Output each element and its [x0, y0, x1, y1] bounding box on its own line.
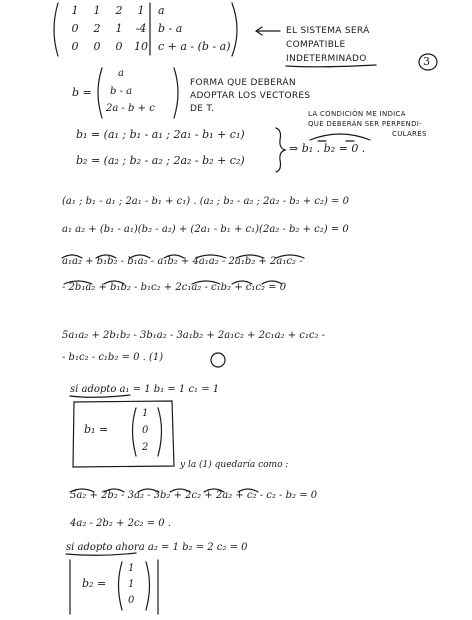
note-line: DE T.: [190, 104, 215, 114]
vector-b-right-paren: [174, 68, 178, 118]
term-mark: [96, 255, 116, 258]
matrix-cell: a: [158, 4, 165, 17]
term-mark: [196, 255, 226, 258]
reduce-note: y la (1) quedaría como :: [180, 460, 289, 470]
simplified-line: 5a₁a₂ + 2b₁b₂ - 3b₁a₂ - 3a₁b₂ + 2a₁c₂ + 2c₁a₂ + c₁c₂ -: [62, 330, 326, 341]
note-line: INDETERMINADO: [286, 54, 367, 64]
overbrace: [310, 134, 370, 140]
matrix-cell: 1: [93, 4, 101, 17]
vector-b-left-paren: [98, 68, 102, 118]
simplified-line: - b₁c₂ - c₁b₂ = 0 . (1): [62, 352, 164, 363]
b2-left-paren: [119, 562, 123, 610]
term-mark: [70, 489, 94, 492]
term-mark: [64, 281, 92, 284]
underline: [66, 553, 136, 555]
matrix-right-paren: [232, 3, 237, 56]
b1-entry: 1: [142, 408, 149, 419]
expanded-terms-line: - 2b₁a₂ + b₁b₂ - b₁c₂ + 2c₁a₂ - c₁b₂ + c₁c₂ = 0: [62, 282, 287, 293]
matrix-cell: 10: [134, 40, 148, 53]
b2-entry: 0: [128, 595, 135, 606]
matrix-cell: 2: [115, 4, 123, 17]
matrix-cell: -4: [135, 22, 147, 35]
matrix-cell: 0: [71, 22, 79, 35]
matrix-cell: b - a: [158, 22, 183, 35]
vector-b-entry: b - a: [110, 86, 133, 97]
term-mark: [62, 255, 82, 258]
b2-right-paren: [146, 562, 150, 610]
term-mark: [138, 489, 158, 492]
term-mark: [276, 255, 304, 258]
b2-definition: b₂ = (a₂ ; b₂ - a₂ ; 2a₂ - b₂ + c₂): [76, 154, 245, 167]
b1-definition: b₁ = (a₁ ; b₁ - a₁ ; 2a₁ - b₁ + c₁): [76, 128, 245, 141]
term-mark: [104, 489, 124, 492]
note-line: FORMA QUE DEBERÁN: [190, 78, 296, 88]
term-mark: [192, 281, 220, 284]
matrix-cell: 0: [71, 40, 79, 53]
adopt-values-1: si adopto a₁ = 1 b₁ = 1 c₁ = 1: [70, 384, 220, 395]
vector-b-entry: a: [118, 68, 124, 79]
note-line: CULARES: [392, 130, 427, 138]
matrix-cell: 1: [137, 4, 145, 17]
note-line: ADOPTAR LOS VECTORES: [190, 91, 311, 101]
term-mark: [130, 255, 150, 258]
matrix-cell: c + a - (b - a): [158, 40, 231, 53]
note-line: EL SISTEMA SERÁ: [286, 26, 370, 36]
vector-b-label: b =: [72, 86, 92, 99]
matrix-cell: 1: [115, 22, 123, 35]
curly-brace: [276, 128, 285, 172]
circled-number: 3: [423, 55, 430, 68]
b2-entry: 1: [128, 563, 135, 574]
b1-right-paren: [158, 408, 162, 456]
circle-mark: [419, 54, 437, 70]
term-mark: [104, 281, 124, 284]
term-mark: [262, 281, 282, 284]
b1-entry: 2: [142, 442, 149, 453]
b2-vector-label: b₂ =: [82, 577, 107, 590]
underline: [286, 65, 376, 67]
matrix-cell: 0: [93, 40, 101, 53]
matrix-cell: 1: [71, 4, 79, 17]
substituted-line: 5a₂ + 2b₂ - 3a₂ - 3b₂ + 2c₂ + 2a₂ + c₂ - c₂ - b₂ = 0: [70, 490, 318, 501]
expansion-line: a₁ a₂ + (b₁ - a₁)(b₂ - a₂) + (2a₁ - b₁ + c₁)(2a₂ - b₂ + c₂) = 0: [62, 224, 349, 235]
term-mark: [170, 489, 190, 492]
term-mark: [204, 489, 224, 492]
left-arrow-icon: [256, 27, 280, 35]
note-line: QUE DEBERÁN SER PERPENDI-: [308, 120, 422, 128]
result-line: 4a₂ - 2b₂ + 2c₂ = 0 .: [70, 518, 172, 529]
b1-entry: 0: [142, 425, 149, 436]
term-mark: [236, 255, 264, 258]
adopt-values-2: si adopto ahora a₂ = 1 b₂ = 2 c₂ = 0: [66, 542, 248, 553]
underline: [70, 395, 130, 397]
note-line: LA CONDICIÓN ME INDICA: [308, 110, 406, 118]
matrix-cell: 0: [115, 40, 123, 53]
matrix-left-paren: [54, 3, 58, 56]
b2-entry: 1: [128, 579, 135, 590]
b1-vector-label: b₁ =: [84, 423, 109, 436]
term-mark: [232, 281, 252, 284]
perpendicular-condition: ⇒ b₁ . b₂ = 0 .: [289, 142, 366, 155]
matrix-cell: 2: [93, 22, 101, 35]
dot-product-line: (a₁ ; b₁ - a₁ ; 2a₁ - b₁ + c₁) . (a₂ ; b₂ - a₂ ; 2a₂ - b₂ + c₂) = 0: [62, 196, 349, 207]
expanded-terms-line: a₁a₂ + b₁b₂ - b₁a₂ - a₁b₂ + 4a₁a₂ - 2a₁b₂ + 2a₁c₂ -: [62, 256, 303, 267]
equation-tag-circle: [211, 353, 225, 367]
term-mark: [238, 489, 258, 492]
note-line: COMPATIBLE: [286, 40, 346, 50]
b1-left-paren: [133, 408, 137, 456]
term-mark: [164, 255, 184, 258]
vector-b-entry: 2a - b + c: [106, 103, 155, 114]
